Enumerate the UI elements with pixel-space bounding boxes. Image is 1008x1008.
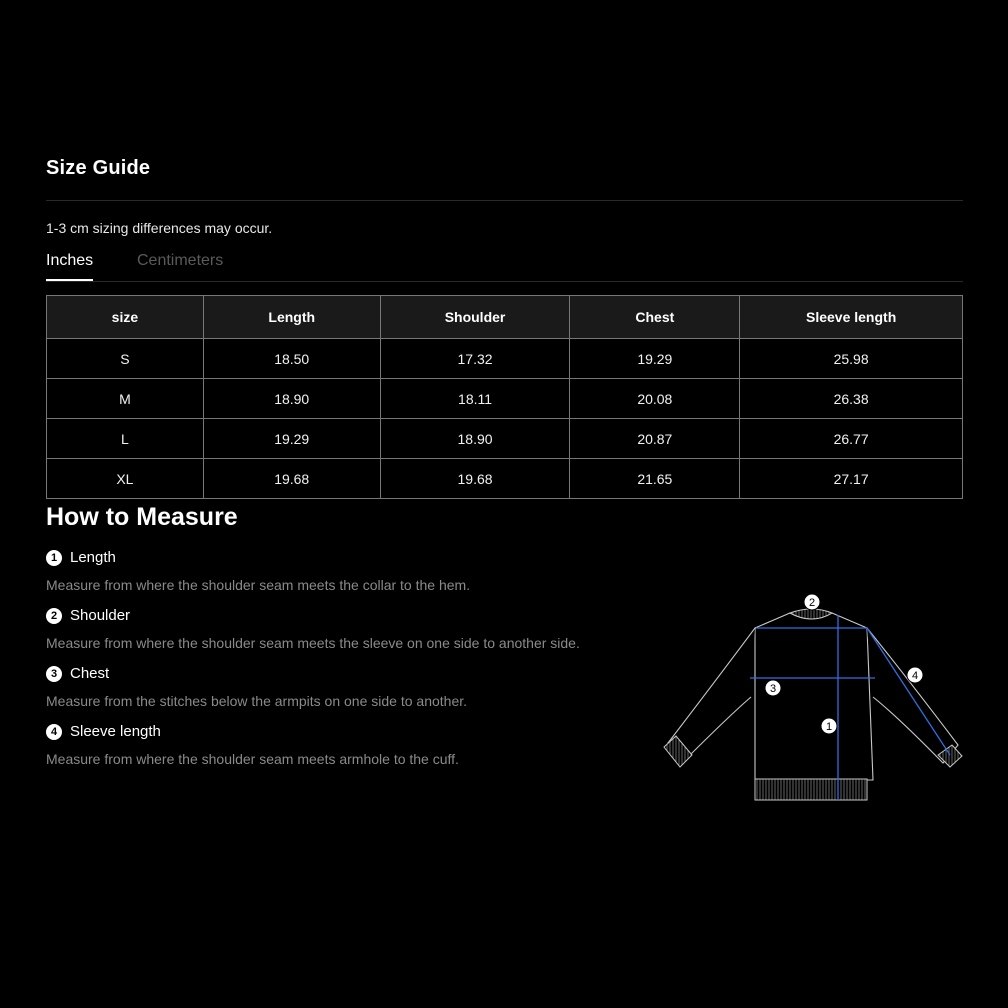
number-3-icon: 3 bbox=[46, 666, 62, 682]
marker-3 bbox=[765, 680, 781, 696]
table-cell: 19.29 bbox=[570, 339, 740, 379]
table-row bbox=[47, 379, 963, 419]
table-cell: 19.29 bbox=[203, 419, 380, 459]
page-title: Size Guide bbox=[46, 157, 151, 179]
svg-text:2: 2 bbox=[808, 597, 816, 609]
step-description: Measure from where the shoulder seam meets the sleeve on one side to another side. bbox=[46, 635, 580, 651]
measure-step-sleeve-length bbox=[46, 723, 459, 767]
size-table bbox=[46, 295, 963, 499]
marker-1 bbox=[821, 718, 837, 734]
how-to-measure-heading: How to Measure bbox=[46, 503, 238, 531]
step-description: Measure from where the shoulder seam meets armhole to the cuff. bbox=[46, 751, 459, 767]
hem-ribbing bbox=[755, 779, 867, 800]
column-header-chest: Chest bbox=[570, 296, 740, 339]
table-row bbox=[47, 339, 963, 379]
tab-inches[interactable]: Inches bbox=[46, 252, 93, 281]
table-cell: 26.77 bbox=[740, 419, 963, 459]
measure-step-length bbox=[46, 549, 470, 593]
table-header-row bbox=[47, 296, 963, 339]
measure-step-shoulder bbox=[46, 607, 580, 651]
table-cell: 20.08 bbox=[570, 379, 740, 419]
table-cell: 25.98 bbox=[740, 339, 963, 379]
number-4-icon: 4 bbox=[46, 724, 62, 740]
sizing-note: 1-3 cm sizing differences may occur. bbox=[46, 220, 273, 236]
svg-text:3: 3 bbox=[769, 683, 777, 695]
table-cell: 18.90 bbox=[380, 419, 570, 459]
sweater-measurement-diagram-icon bbox=[660, 585, 965, 810]
table-row bbox=[47, 419, 963, 459]
table-row bbox=[47, 459, 963, 499]
tab-centimeters[interactable]: Centimeters bbox=[137, 252, 224, 269]
column-header-sleeve-length: Sleeve length bbox=[740, 296, 963, 339]
measure-step-chest bbox=[46, 665, 467, 709]
svg-text:1: 1 bbox=[825, 721, 833, 733]
step-description: Measure from the stitches below the armpits on one side to another. bbox=[46, 693, 468, 709]
column-header-size: size bbox=[47, 296, 204, 339]
table-cell: 18.90 bbox=[203, 379, 380, 419]
step-description: Measure from where the shoulder seam meets the collar to the hem. bbox=[46, 577, 471, 593]
table-cell: 26.38 bbox=[740, 379, 963, 419]
table-cell: 18.11 bbox=[380, 379, 570, 419]
table-cell: 17.32 bbox=[380, 339, 570, 379]
marker-2 bbox=[804, 594, 820, 610]
step-label: Shoulder bbox=[70, 607, 131, 624]
number-1-icon: 1 bbox=[46, 550, 62, 566]
unit-tabs bbox=[46, 252, 963, 282]
sweater-outline bbox=[668, 613, 958, 780]
table-cell: XL bbox=[47, 459, 204, 499]
column-header-length: Length bbox=[203, 296, 380, 339]
marker-4 bbox=[907, 667, 923, 683]
title-divider bbox=[46, 200, 963, 201]
number-2-icon: 2 bbox=[46, 608, 62, 624]
svg-text:4: 4 bbox=[911, 670, 919, 682]
table-cell: 19.68 bbox=[203, 459, 380, 499]
table-cell: 19.68 bbox=[380, 459, 570, 499]
step-label: Sleeve length bbox=[70, 723, 161, 740]
table-cell: 18.50 bbox=[203, 339, 380, 379]
table-cell: M bbox=[47, 379, 204, 419]
step-label: Chest bbox=[70, 665, 110, 682]
column-header-shoulder: Shoulder bbox=[380, 296, 570, 339]
table-cell: S bbox=[47, 339, 204, 379]
table-cell: 27.17 bbox=[740, 459, 963, 499]
table-cell: L bbox=[47, 419, 204, 459]
step-label: Length bbox=[70, 549, 116, 566]
table-cell: 21.65 bbox=[570, 459, 740, 499]
table-cell: 20.87 bbox=[570, 419, 740, 459]
